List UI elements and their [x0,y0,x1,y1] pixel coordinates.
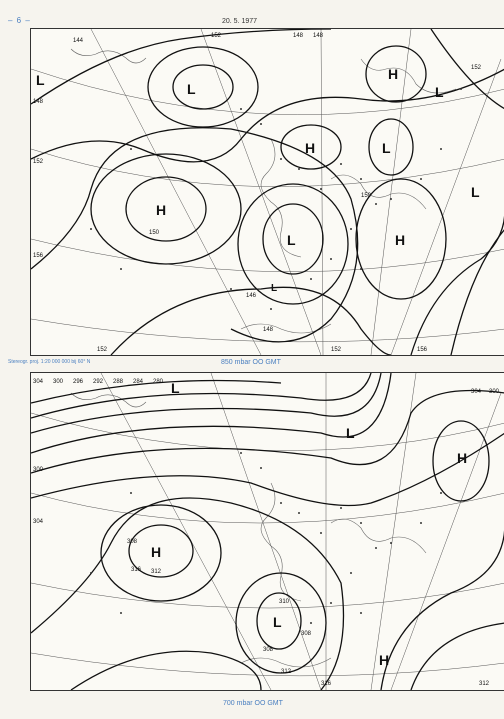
pressure-center-label: H [379,652,390,668]
isobar-value: 150 [361,193,372,199]
pressure-center-label: L [346,425,355,441]
isobar-value: 310 [279,599,290,605]
pressure-center-label: H [457,450,468,466]
isobar-value: 156 [33,253,44,259]
isobar-value: 312 [281,669,292,675]
page-number: – 6 – [8,16,31,25]
coastline [71,393,426,667]
pressure-center-label: L [435,84,444,100]
isobar-value: 312 [479,681,490,687]
map-700-caption: 700 mbar OO GMT [223,700,283,707]
isobar-value: 288 [113,379,124,385]
isobar-value: 152 [97,347,108,353]
isobar-value: 296 [73,379,84,385]
pressure-center-label: L [271,283,278,294]
projection-note: Stereogr. proj. 1:20 000 000 bij 60° N [8,359,91,365]
pressure-center-label: H [151,544,162,560]
isobar-value: 304 [33,379,44,385]
isobar-value: 304 [471,389,482,395]
isobar-value: 148 [33,99,44,105]
chart-date: 20. 5. 1977 [222,18,258,25]
coastline [71,49,456,333]
map-700mbar-svg [31,373,504,690]
pressure-center-label: L [187,81,196,97]
map-850mbar [30,28,504,356]
isobar-value: 308 [127,539,138,545]
isobars [31,29,504,355]
pressure-center-label: H [395,232,406,248]
graticule [31,373,504,690]
isobar-value: 300 [33,467,44,473]
isobar-value: 292 [93,379,104,385]
pressure-center-label: H [305,140,316,156]
pressure-center-label: L [273,614,282,630]
station-plots [90,88,462,310]
isobar-value: 152 [211,33,222,39]
isobar-value: 152 [471,65,482,71]
isobars [31,373,504,690]
pressure-center-label: L [471,184,480,200]
isobar-value: 312 [151,569,162,575]
isobar-value: 152 [331,347,342,353]
isobar-value: 308 [263,647,274,653]
map-700mbar [30,372,504,691]
isobar-value: 148 [313,33,324,39]
pressure-center-label: H [156,202,167,218]
isobar-value: 148 [263,327,274,333]
map-850mbar-svg [31,29,504,355]
isobar-value: 150 [149,230,160,236]
isobar-value: 284 [133,379,144,385]
isobar-value: 308 [301,631,312,637]
isobar-value: 280 [153,379,164,385]
map-850-caption: 850 mbar OO GMT [221,359,281,366]
pressure-center-label: L [36,72,45,88]
isobar-value: 304 [33,519,44,525]
isobar-value: 316 [131,567,142,573]
pressure-center-label: L [171,380,180,396]
pressure-center-label: H [388,66,399,82]
isobar-value: 152 [33,159,44,165]
isobar-value: 148 [293,33,304,39]
isobar-value: 146 [246,293,257,299]
isobar-value: 156 [417,347,428,353]
pressure-center-label: L [382,140,391,156]
isobar-value: 300 [489,389,500,395]
isobar-value: 316 [321,681,332,687]
isobar-value: 144 [73,38,84,44]
pressure-center-label: L [287,232,296,248]
isobar-value: 300 [53,379,64,385]
